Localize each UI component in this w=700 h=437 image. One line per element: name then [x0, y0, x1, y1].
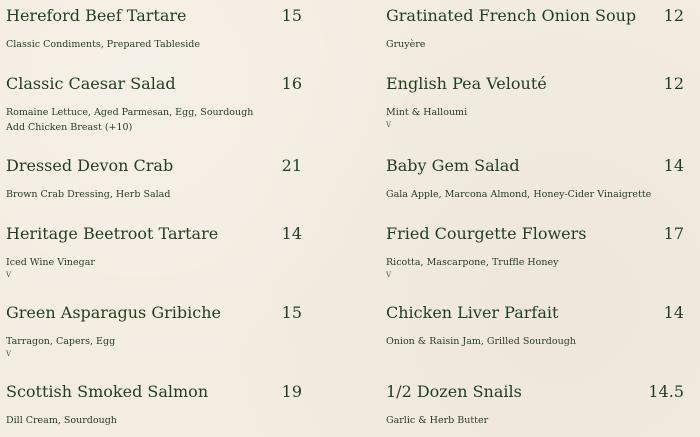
dish-description: Ricotta, Mascarpone, Truffle Honey — [386, 257, 559, 268]
dish-price: 12 — [663, 6, 684, 25]
dish-extra: Add Chicken Breast (+10) — [6, 122, 133, 133]
dish-description: Garlic & Herb Butter — [386, 415, 489, 426]
dish-description: Romaine Lettuce, Aged Parmesan, Egg, Sourdough — [6, 107, 254, 118]
menu-item — [386, 6, 684, 52]
dish-price: 19 — [281, 382, 302, 401]
menu-item — [6, 303, 302, 358]
dish-price: 15 — [281, 303, 302, 322]
dish-description: Classic Condiments, Prepared Tableside — [6, 39, 200, 50]
menu-item-header — [386, 156, 684, 178]
menu-item-header — [386, 6, 684, 28]
menu-item-header — [6, 303, 302, 325]
dish-name: Dressed Devon Crab — [6, 156, 174, 175]
dish-price: 12 — [663, 74, 684, 93]
dish-name: Hereford Beef Tartare — [6, 6, 187, 25]
dish-price: 17 — [663, 224, 684, 243]
dish-description: Gala Apple, Marcona Almond, Honey-Cider Vinaigrette — [386, 189, 652, 200]
menu-item — [386, 224, 684, 279]
dish-name: English Pea Velouté — [386, 74, 547, 93]
dish-name: Gratinated French Onion Soup — [386, 6, 637, 25]
menu-item-header — [6, 382, 302, 404]
dish-price: 21 — [281, 156, 302, 175]
vegetarian-tag: V — [6, 271, 12, 279]
dish-description: Onion & Raisin Jam, Grilled Sourdough — [386, 336, 576, 347]
menu-item-header — [6, 6, 302, 28]
dish-price: 14 — [663, 303, 684, 322]
vegetarian-tag: V — [386, 271, 392, 279]
menu-item-header — [386, 382, 684, 404]
dish-name: Green Asparagus Gribiche — [6, 303, 221, 322]
menu-item — [6, 74, 302, 135]
dish-description: Mint & Halloumi — [386, 107, 468, 118]
menu-item-header — [6, 156, 302, 178]
vegetarian-tag: V — [386, 121, 392, 129]
vegetarian-tag: V — [6, 350, 12, 358]
dish-name: Chicken Liver Parfait — [386, 303, 559, 322]
menu-item — [6, 382, 302, 428]
menu-item-header — [386, 224, 684, 246]
menu-item — [386, 156, 684, 202]
dish-description: Iced Wine Vinegar — [6, 257, 95, 268]
dish-name: Scottish Smoked Salmon — [6, 382, 209, 401]
menu-item-header — [386, 303, 684, 325]
dish-price: 14.5 — [648, 382, 684, 401]
menu-item — [386, 303, 684, 349]
dish-name: Fried Courgette Flowers — [386, 224, 587, 243]
dish-description: Tarragon, Capers, Egg — [6, 336, 116, 347]
dish-name: 1/2 Dozen Snails — [386, 382, 522, 401]
menu-item-header — [6, 224, 302, 246]
menu-item-header — [6, 74, 302, 96]
menu-item — [386, 74, 684, 129]
dish-description: Brown Crab Dressing, Herb Salad — [6, 189, 171, 200]
dish-price: 16 — [281, 74, 302, 93]
dish-name: Heritage Beetroot Tartare — [6, 224, 219, 243]
dish-description: Gruyère — [386, 39, 426, 50]
dish-price: 14 — [663, 156, 684, 175]
dish-price: 15 — [281, 6, 302, 25]
dish-name: Classic Caesar Salad — [6, 74, 176, 93]
menu-item-header — [386, 74, 684, 96]
menu-item — [6, 224, 302, 279]
dish-price: 14 — [281, 224, 302, 243]
menu-item — [6, 156, 302, 202]
dish-name: Baby Gem Salad — [386, 156, 520, 175]
menu-item — [6, 6, 302, 52]
menu-item — [386, 382, 684, 428]
dish-description: Dill Cream, Sourdough — [6, 415, 117, 426]
